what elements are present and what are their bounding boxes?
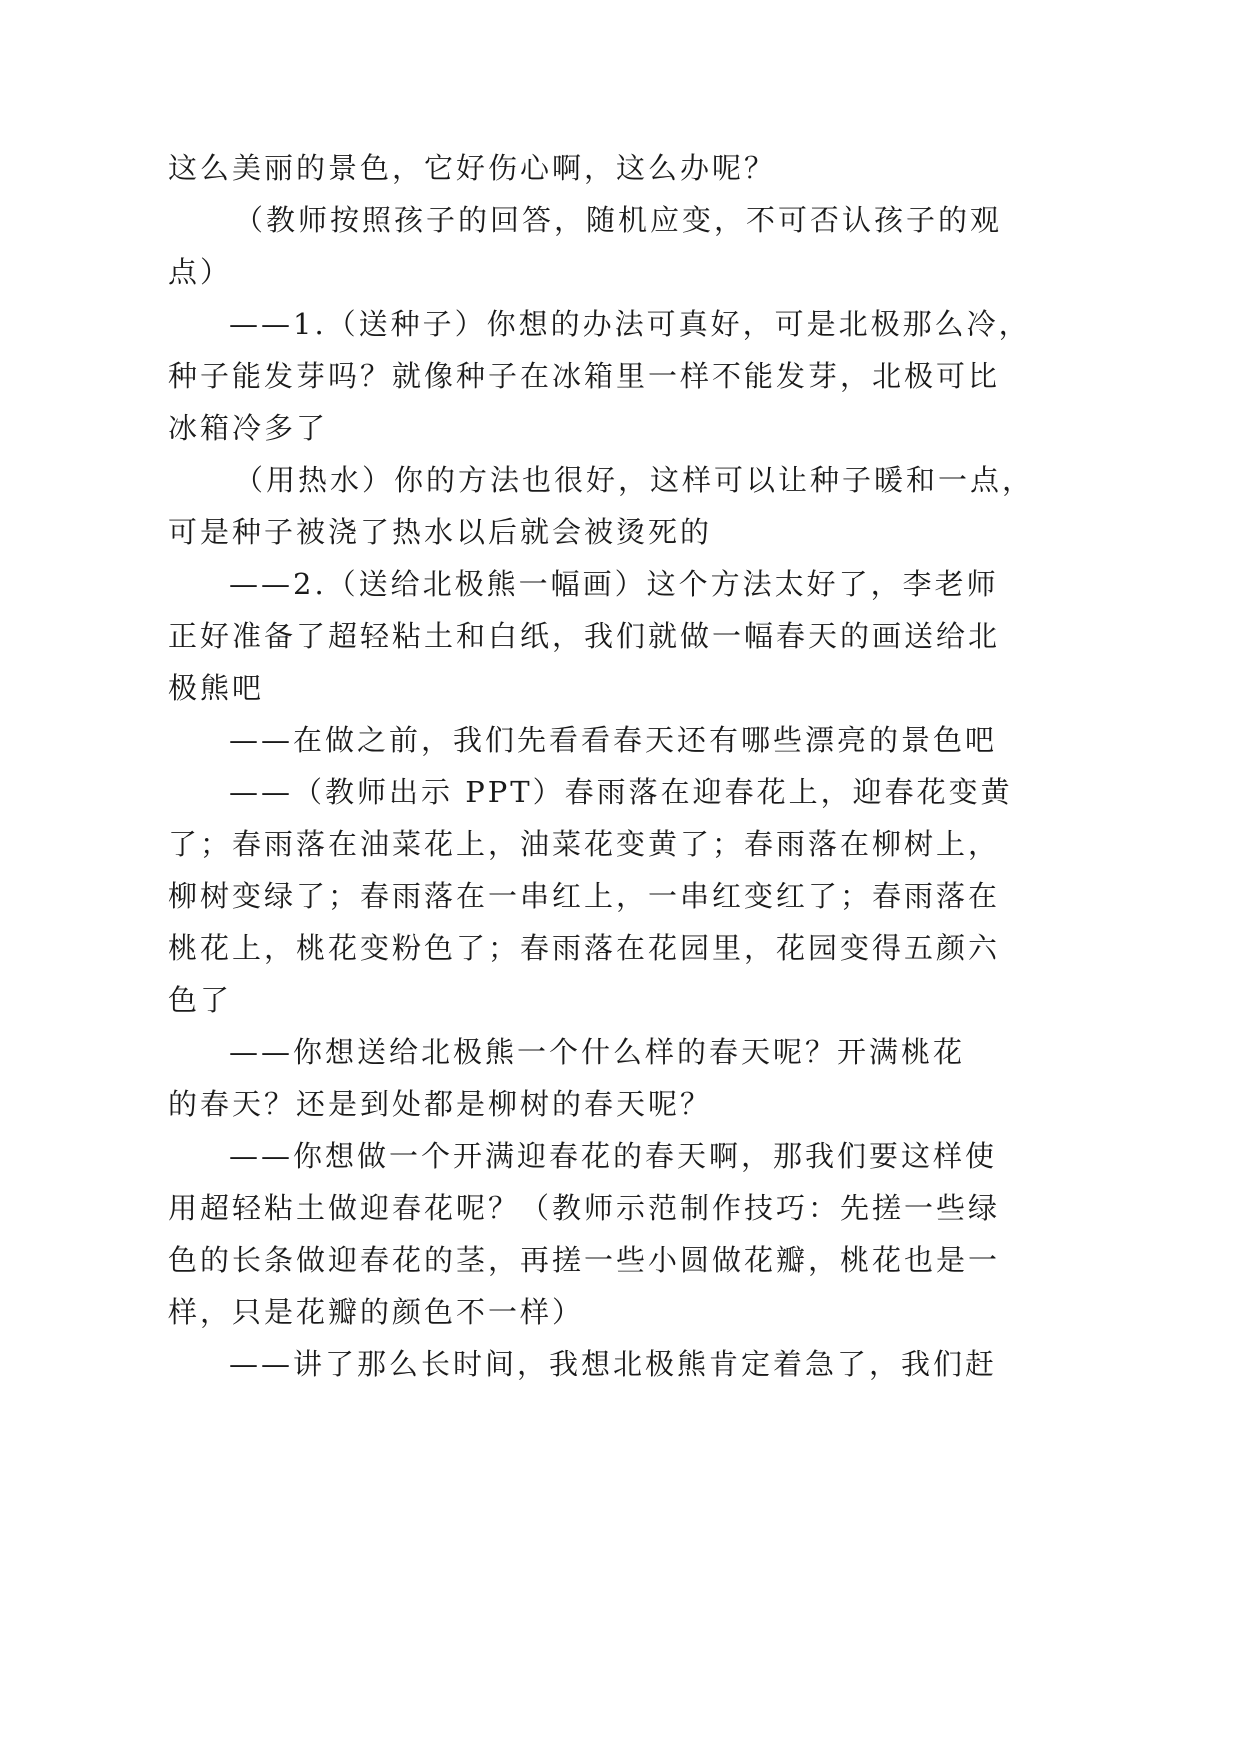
text-line: ——讲了那么长时间，我想北极熊肯定着急了，我们赶: [229, 1347, 998, 1381]
text-line: （用热水）你的方法也很好，这样可以让种子暖和一点，: [234, 463, 1035, 497]
text-line: 了；春雨落在油菜花上，油菜花变黄了；春雨落在柳树上，: [168, 827, 1001, 861]
text-line: 样，只是花瓣的颜色不一样）: [168, 1295, 585, 1329]
text-line: ——（教师出示 PPT）春雨落在迎春花上，迎春花变黄: [229, 775, 1013, 809]
text-line: 冰箱冷多了: [168, 411, 329, 445]
text-line: ——你想送给北极熊一个什么样的春天呢？开满桃花: [229, 1035, 966, 1069]
text-line: ——1.（送种子）你想的办法可真好，可是北极那么冷，: [229, 307, 1031, 341]
text-line: （教师按照孩子的回答，随机应变，不可否认孩子的观: [234, 203, 1003, 237]
text-line: 正好准备了超轻粘土和白纸，我们就做一幅春天的画送给北: [168, 619, 1001, 653]
text-line: 的春天？还是到处都是柳树的春天呢？: [168, 1087, 713, 1121]
text-line: ——你想做一个开满迎春花的春天啊，那我们要这样使: [229, 1139, 998, 1173]
text-line: ——在做之前，我们先看看春天还有哪些漂亮的景色吧: [229, 723, 998, 757]
text-line: 色的长条做迎春花的茎，再搓一些小圆做花瓣，桃花也是一: [168, 1243, 1001, 1277]
text-line: 色了: [168, 983, 233, 1017]
text-line: 极熊吧: [168, 671, 265, 705]
text-line: ——2.（送给北极熊一幅画）这个方法太好了，李老师: [229, 567, 999, 601]
text-line: 这么美丽的景色，它好伤心啊，这么办呢？: [168, 151, 777, 185]
text-line: 柳树变绿了；春雨落在一串红上，一串红变红了；春雨落在: [168, 879, 1001, 913]
text-line: 点）: [168, 255, 233, 289]
text-line: 桃花上，桃花变粉色了；春雨落在花园里，花园变得五颜六: [168, 931, 1001, 965]
text-line: 可是种子被浇了热水以后就会被烫死的: [168, 515, 713, 549]
text-line: 用超轻粘土做迎春花呢？（教师示范制作技巧：先搓一些绿: [168, 1191, 1001, 1225]
text-line: 种子能发芽吗？就像种子在冰箱里一样不能发芽，北极可比: [168, 359, 1001, 393]
